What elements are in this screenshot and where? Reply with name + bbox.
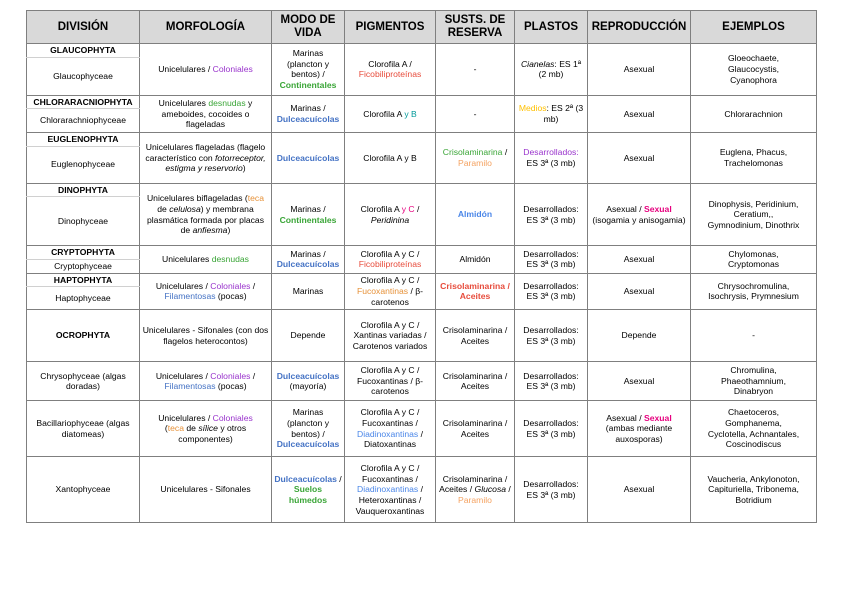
plastos-cell: Desarrollados: ES 3ª (3 mb) [515,457,588,523]
reproduccion-cell: Asexual / Sexual (isogamia y anisogamia) [588,183,691,246]
reserva-cell: Crisolaminarina / Paramilo [436,133,515,184]
ejemplos-cell: Chlorarachnion [691,95,817,133]
reproduccion-cell: Asexual [588,44,691,96]
modo-cell: Dulceacuícolas / Suelos húmedos [272,457,345,523]
header-modo-de-vida: MODO DE VIDA [272,11,345,44]
division-name: GLAUCOPHYTA [27,44,140,58]
pigmentos-cell: Clorofila A / Ficobiliproteínas [345,44,436,96]
morfologia-cell: Unicelulares desnudas [140,246,272,273]
header-row [27,11,817,44]
morfologia-cell: Unicelulares / Coloniales / Filamentosas (pocas) [140,362,272,401]
plastos-cell: Desarrollados: ES 3ª (3 mb) [515,273,588,310]
plastos-cell: Cianelas: ES 1ª (2 mb) [515,44,588,96]
class-name: Xantophyceae [27,457,140,523]
table-row [27,401,817,457]
plastos-cell: Desarrollados: ES 3ª (3 mb) [515,183,588,246]
table-row [27,457,817,523]
reproduccion-cell: Asexual [588,133,691,184]
table-row [27,44,817,58]
table-row [27,95,817,109]
morfologia-cell: Unicelulares biflageladas (teca de celulosa) y membrana plasmática formada por placas de anfiesma) [140,183,272,246]
class-name: Chlorarachniophyceae [27,109,140,133]
reproduccion-cell: Asexual [588,457,691,523]
division-name: HAPTOPHYTA [27,273,140,287]
pigmentos-cell: Clorofila A y B [345,133,436,184]
ejemplos-cell: - [691,310,817,362]
reserva-cell: Almidón [436,183,515,246]
header-division: DIVISIÓN [27,11,140,44]
morfologia-cell: Unicelulares / Coloniales [140,44,272,96]
ejemplos-cell: Chrysochromulina, Isochrysis, Prymnesium [691,273,817,310]
modo-cell: Marinas (plancton y bentos) / Dulceacuícolas [272,401,345,457]
table-row [27,273,817,287]
header-morfologia: MORFOLOGÍA [140,11,272,44]
reserva-cell: Crisolaminarina / Aceites [436,362,515,401]
reserva-cell: - [436,44,515,96]
division-name: EUGLENOPHYTA [27,133,140,147]
morfologia-cell: Unicelulares - Sifonales (con dos flagelos heterocontos) [140,310,272,362]
division-name: CRYPTOPHYTA [27,246,140,260]
plastos-cell: Desarrollados: ES 3ª (3 mb) [515,133,588,184]
reserva-cell: Almidón [436,246,515,273]
reproduccion-cell: Asexual [588,273,691,310]
reserva-cell: Crisolaminarina / Aceites / Glucosa / Paramilo [436,457,515,523]
header-ejemplos: EJEMPLOS [691,11,817,44]
modo-cell: Marinas / Dulceacuícolas [272,95,345,133]
division-name: OCROPHYTA [27,310,140,362]
table-row [27,362,817,401]
pigmentos-cell: Clorofila A y B [345,95,436,133]
pigmentos-cell: Clorofila A y C / Fucoxantinas / Diadinoxantinas / Diatoxantinas [345,401,436,457]
algae-classification-table [26,10,817,523]
plastos-cell: Desarrollados: ES 3ª (3 mb) [515,401,588,457]
modo-cell: Depende [272,310,345,362]
table-row [27,183,817,197]
morfologia-cell: Unicelulares / Coloniales (teca de sílice y otros componentes) [140,401,272,457]
ejemplos-cell: Chromulina, Phaeothamnium, Dinabryon [691,362,817,401]
reproduccion-cell: Depende [588,310,691,362]
pigmentos-cell: Clorofila A y C / Fucoxantinas / β-carotenos [345,362,436,401]
class-name: Haptophyceae [27,287,140,310]
class-name: Bacillariophyceae (algas diatomeas) [27,401,140,457]
table-row [27,246,817,260]
ejemplos-cell: Euglena, Phacus, Trachelomonas [691,133,817,184]
morfologia-cell: Unicelulares flageladas (flagelo característico con fotorreceptor, estigma y reservorio) [140,133,272,184]
plastos-cell: Desarrollados: ES 3ª (3 mb) [515,246,588,273]
modo-cell: Dulceacuícolas (mayoría) [272,362,345,401]
table-row [27,310,817,362]
ejemplos-cell: Chaetoceros, Gomphanema, Cyclotella, Achnantales, Coscinodiscus [691,401,817,457]
class-name: Euglenophyceae [27,146,140,183]
modo-cell: Marinas / Continentales [272,183,345,246]
pigmentos-cell: Clorofila A y C / Ficobiliproteínas [345,246,436,273]
pigmentos-cell: Clorofila A y C / Xantinas variadas / Carotenos variados [345,310,436,362]
reserva-cell: Crisolaminarina / Aceites [436,310,515,362]
ejemplos-cell: Chylomonas, Cryptomonas [691,246,817,273]
pigmentos-cell: Clorofila A y C / Peridinina [345,183,436,246]
division-name: CHLORARACNIOPHYTA [27,95,140,109]
ejemplos-cell: Vaucheria, Ankylonoton, Capituriella, Tribonema, Botridium [691,457,817,523]
morfologia-cell: Unicelulares / Coloniales / Filamentosas (pocas) [140,273,272,310]
header-reproduccion: REPRODUCCIÓN [588,11,691,44]
class-name: Chrysophyceae (algas doradas) [27,362,140,401]
morfologia-cell: Unicelulares - Sifonales [140,457,272,523]
division-name: DINOPHYTA [27,183,140,197]
ejemplos-cell: Gloeochaete, Glaucocystis, Cyanophora [691,44,817,96]
plastos-cell: Desarrollados: ES 3ª (3 mb) [515,310,588,362]
header-reserva: SUSTS. DE RESERVA [436,11,515,44]
morfologia-cell: Unicelulares desnudas y ameboides, cocoides o flageladas [140,95,272,133]
modo-cell: Dulceacuícolas [272,133,345,184]
pigmentos-cell: Clorofila A y C / Fucoxantinas / Diadinoxantinas / Heteroxantinas / Vauqueroxantinas [345,457,436,523]
reproduccion-cell: Asexual [588,246,691,273]
header-plastos: PLASTOS [515,11,588,44]
class-name: Glaucophyceae [27,57,140,95]
ejemplos-cell: Dinophysis, Peridinium, Ceratium,, Gymnodinium, Dinothrix [691,183,817,246]
reproduccion-cell: Asexual [588,362,691,401]
reserva-cell: Crisolaminarina / Aceites [436,401,515,457]
reserva-cell: - [436,95,515,133]
plastos-cell: Medios: ES 2ª (3 mb) [515,95,588,133]
modo-cell: Marinas [272,273,345,310]
reproduccion-cell: Asexual [588,95,691,133]
classification-table-wrapper [26,10,816,523]
modo-cell: Marinas / Dulceacuícolas [272,246,345,273]
plastos-cell: Desarrollados: ES 3ª (3 mb) [515,362,588,401]
pigmentos-cell: Clorofila A y C / Fucoxantinas / β-carotenos [345,273,436,310]
header-pigmentos: PIGMENTOS [345,11,436,44]
reserva-cell: Crisolaminarina / Aceites [436,273,515,310]
class-name: Dinophyceae [27,197,140,246]
class-name: Cryptophyceae [27,259,140,273]
modo-cell: Marinas (plancton y bentos) / Continentales [272,44,345,96]
reproduccion-cell: Asexual / Sexual (ambas mediante auxosporas) [588,401,691,457]
table-row [27,133,817,147]
